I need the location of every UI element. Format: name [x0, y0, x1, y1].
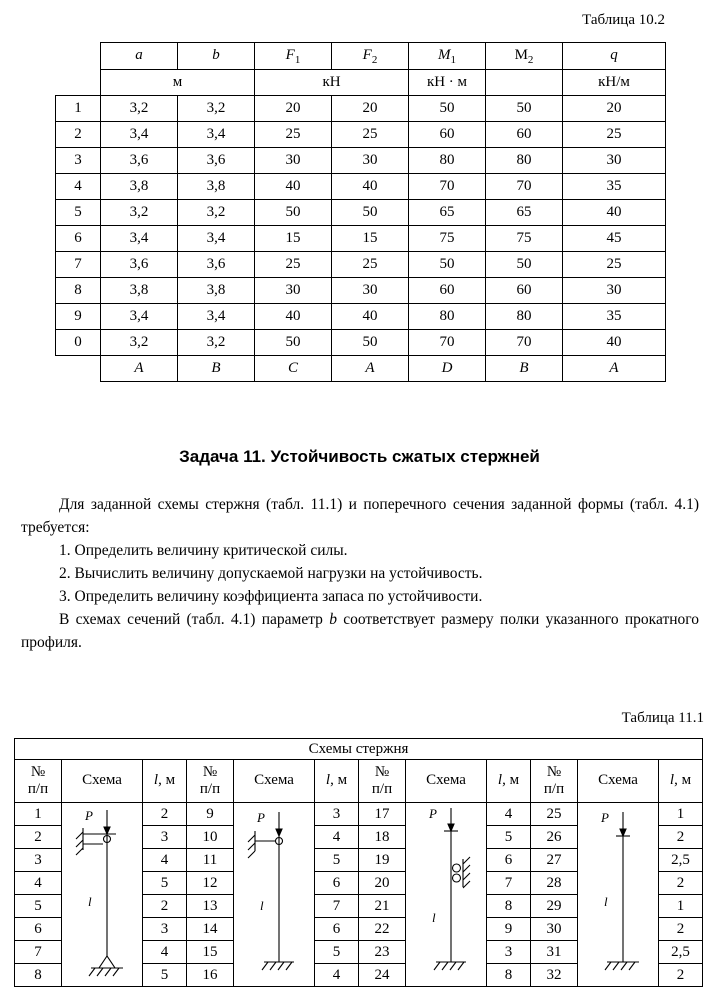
force-label: P [601, 809, 609, 825]
table-row: 6 3 14 6 22 9 30 2 [15, 918, 703, 941]
unit-empty [486, 70, 563, 96]
rod-scheme-1-diagram [62, 803, 143, 987]
list-item: 2. Вычислить величину допускаемой нагрузки на устойчивость. [59, 564, 483, 582]
table-header-row [15, 760, 703, 803]
table-row: 8 5 16 4 24 8 32 2 [15, 964, 703, 987]
task-description [21, 494, 699, 655]
list-item: 1. Определить величину критической силы. [59, 541, 348, 559]
header-scheme: Схема [234, 760, 315, 803]
force-arrow [600, 810, 626, 836]
unit-kn: кН [255, 70, 409, 96]
top-lateral-support [76, 828, 111, 855]
table-row: 7 4 15 5 23 3 31 2,5 [15, 941, 703, 964]
header-num: № п/п [359, 760, 406, 803]
table-row: 5 3,2 3,2 50 50 65 65 40 [56, 200, 666, 226]
table-row: 8 3,8 3,8 30 30 60 60 30 [56, 278, 666, 304]
header-f1: $F_1$ [255, 43, 332, 70]
fixed-support [605, 962, 639, 970]
length-label: l [432, 909, 436, 925]
units-row [56, 70, 666, 96]
table-title: Схемы стержня [15, 739, 703, 760]
table-title-row [15, 739, 703, 760]
length-label: l [88, 893, 92, 909]
force-label: P [257, 809, 265, 825]
unit-knm: кН · м [409, 70, 486, 96]
header-num: № п/п [15, 760, 62, 803]
header-scheme: Схема [62, 760, 143, 803]
header-q: q [563, 43, 666, 70]
length-label: l [604, 893, 608, 909]
force-label: P [429, 805, 437, 821]
table-row: 0 3,2 3,2 50 50 70 70 40 [56, 330, 666, 356]
table-row: 1 P l 2 9 P l 3 17 P l 4 25 P l 1 [15, 803, 703, 826]
table-row: 3 4 11 5 19 6 27 2,5 [15, 849, 703, 872]
rod-scheme-3-diagram [406, 803, 487, 987]
table-row: 6 3,4 3,4 15 15 75 75 45 [56, 226, 666, 252]
table-row: 9 3,4 3,4 40 40 80 80 35 [56, 304, 666, 330]
pinned-support [89, 956, 123, 976]
table-11-1 [14, 738, 703, 987]
table-11-1-caption: Таблица 11.1 [621, 710, 704, 726]
corner-blank-cell [56, 70, 101, 96]
table-10-2-caption: Таблица 10.2 [582, 12, 665, 28]
table-row: 2 3,4 3,4 25 25 60 60 25 [56, 122, 666, 148]
header-length: l, м [143, 760, 187, 803]
rod-scheme-4-diagram [578, 803, 659, 987]
force-arrow [84, 808, 110, 834]
list-item: 3. Определить величину коэффициента запаса по устойчивости. [59, 587, 483, 605]
table-row: 2 3 10 4 18 5 26 2 [15, 826, 703, 849]
header-f2: $F_2$ [332, 43, 409, 70]
table-header-row [56, 43, 666, 70]
header-a: a [101, 43, 178, 70]
force-arrow [256, 810, 282, 836]
mid-roller-support [453, 857, 471, 888]
header-length: l, м [659, 760, 703, 803]
top-pinned-support [248, 831, 283, 858]
fixed-support [434, 962, 466, 970]
header-length: l, м [487, 760, 531, 803]
header-scheme: Схема [406, 760, 487, 803]
rod-scheme-2-diagram [234, 803, 315, 987]
table-row: 4 3,8 3,8 40 40 70 70 35 [56, 174, 666, 200]
note-paragraph: В схемах сечений (табл. 4.1) параметр b соответствует размеру полки указанного прокатного профиля. [21, 610, 699, 651]
table-row: 5 2 13 7 21 8 29 1 [15, 895, 703, 918]
header-num: № п/п [187, 760, 234, 803]
corner-blank-cell [56, 43, 101, 70]
unit-m: м [101, 70, 255, 96]
header-scheme: Схема [578, 760, 659, 803]
unit-kn-per-m: кН/м [563, 70, 666, 96]
header-length: l, м [315, 760, 359, 803]
letters-row: А В С А D В А [56, 356, 666, 382]
header-m2: $М_2$ [486, 43, 563, 70]
table-row: 7 3,6 3,6 25 25 50 50 25 [56, 252, 666, 278]
corner-blank-cell [56, 356, 101, 382]
table-row: 3 3,6 3,6 30 30 80 80 30 [56, 148, 666, 174]
header-num: № п/п [531, 760, 578, 803]
page-title: Задача 11. Устойчивость сжатых стержней [179, 447, 540, 466]
length-label: l [260, 897, 264, 913]
force-label: P [85, 807, 93, 823]
table-row: 1 3,2 3,2 20 20 50 50 20 [56, 96, 666, 122]
intro-paragraph: Для заданной схемы стержня (табл. 11.1) и поперечного сечения заданной формы (табл. 4.1) требуется: [21, 496, 699, 536]
fixed-support [262, 962, 294, 970]
header-b: b [178, 43, 255, 70]
table-row: 4 5 12 6 20 7 28 2 [15, 872, 703, 895]
table-10-2 [55, 42, 666, 382]
header-m1: $M_1$ [409, 43, 486, 70]
force-arrow [428, 806, 454, 831]
